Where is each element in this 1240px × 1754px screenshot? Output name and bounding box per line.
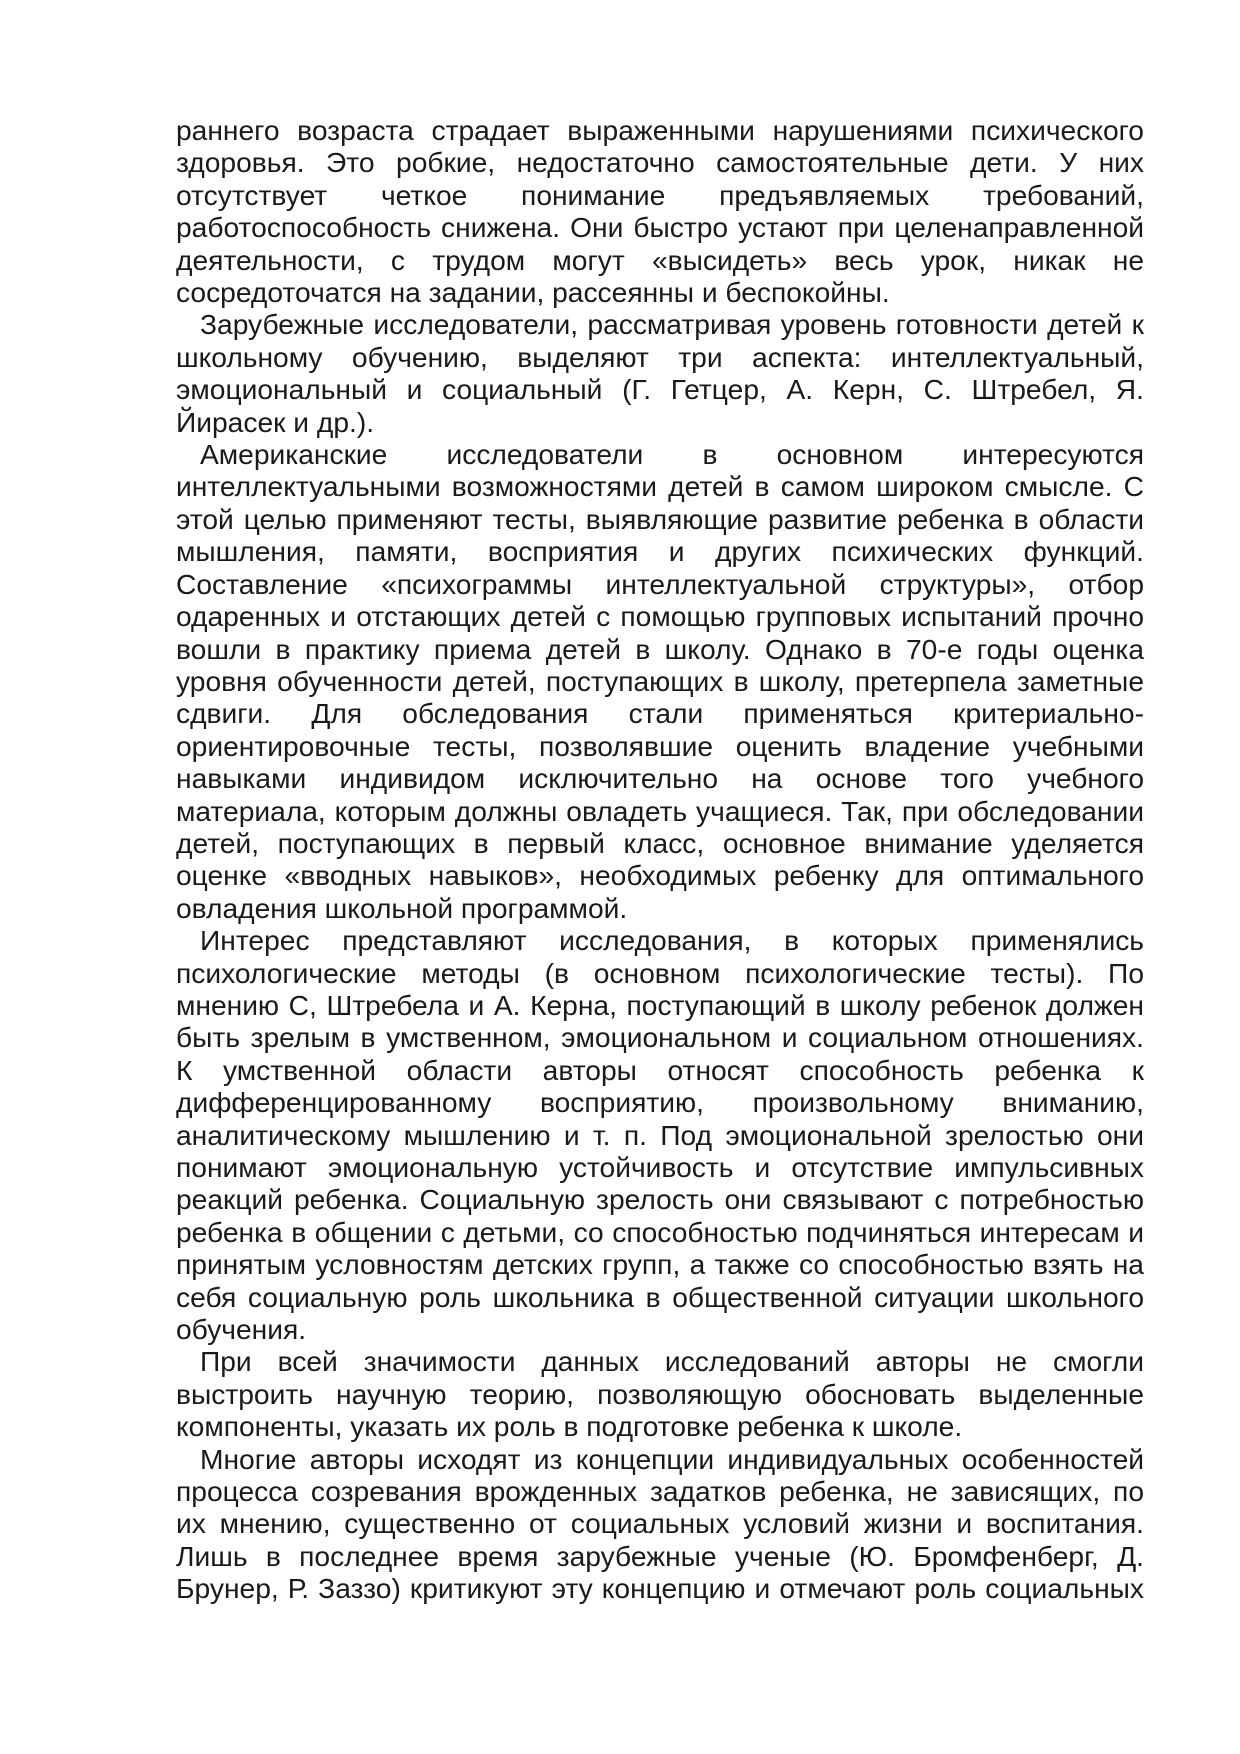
paragraph-continuation: раннего возраста страдает выраженными нарушениями психического здоровья. Это робкие, недостаточно самостоятельные дети. У них отсутствует четкое понимание предъявляемых требований, работоспособность снижена. Они быстро устают при целенаправленной деятельности, с трудом могут «высидеть» весь урок, никак не сосредоточатся на задании, рассеянны и беспокойны. [176,114,1144,309]
paragraph-foreign-researchers: Зарубежные исследователи, рассматривая уровень готовности детей к школьному обучению, выделяют три аспекта: интеллектуальный, эмоциональный и социальный (Г. Гетцер, А. Керн, С. Штребел, Я. Йирасек и др.). [176,308,1144,438]
paragraph-psychological-methods: Интерес представляют исследования, в которых применялись психологические методы (в основном психологические тесты). По мнению С, Штребела и А. Керна, поступающий в школу ребенок должен быть зрелым в умственном, эмоциональном и социальном отношениях. К умственной области авторы относят способность ребенка к дифференцированному восприятию, произвольному вниманию, аналитическому мышлению и т. п. Под эмоциональной зрелостью они понимают эмоциональную устойчивость и отсутствие импульсивных реакций ребенка. Социальную зрелость они связывают с потребностью ребенка в общении с детьми, со способностью подчиняться интересам и принятым условностям детских групп, а также со способностью взять на себя социальную роль школьника в общественной ситуации школьного обучения. [176,924,1144,1346]
paragraph-concept: Многие авторы исходят из концепции индивидуальных особенностей процесса созревания врожденных задатков ребенка, не зависящих, по их мнению, существенно от социальных условий жизни и воспитания. Лишь в последнее время зарубежные ученые (Ю. Бромфенберг, Д. Брунер, Р. Заззо) критикуют эту концепцию и отмечают роль социальных [176,1442,1144,1605]
body-text [176,114,1144,1605]
paragraph-american-researchers: Американские исследователи в основном интересуются интеллектуальными возможностями детей в самом широком смысле. С этой целью применяют тесты, выявляющие развитие ребенка в области мышления, памяти, восприятия и других психических функций. Составление «психограммы интеллектуальной структуры», отбор одаренных и отстающих детей с помощью групповых испытаний прочно вошли в практику приема детей в школу. Однако в 70-е годы оценка уровня обученности детей, поступающих в школу, претерпела заметные сдвиги. Для обследования стали применяться критериально-ориентировочные тесты, позволявшие оценить владение учебными навыками индивидом исключительно на основе того учебного материала, которым должны овладеть учащиеся. Так, при обследовании детей, поступающих в первый класс, основное внимание уделяется оценке «вводных навыков», необходимых ребенку для оптимального овладения школьной программой. [176,438,1144,924]
paragraph-significance: При всей значимости данных исследований авторы не смогли выстроить научную теорию, позволяющую обосновать выделенные компоненты, указать их роль в подготовке ребенка к школе. [176,1345,1144,1443]
